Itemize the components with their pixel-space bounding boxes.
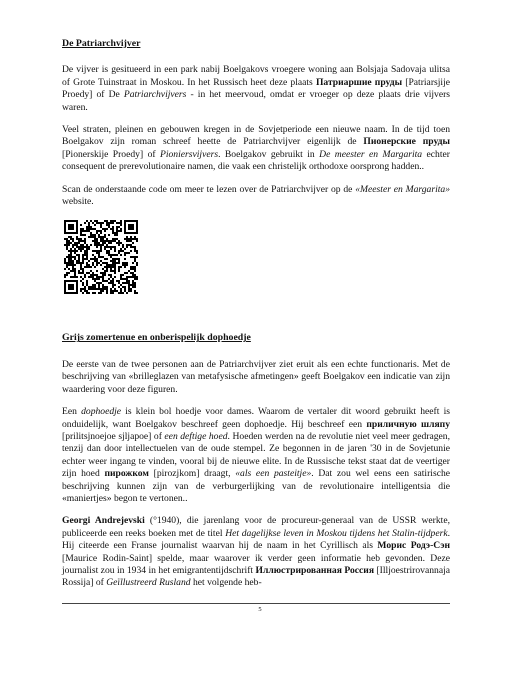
italic-term: Patriarchvijvers	[123, 89, 187, 101]
text: De vijver is gesitueerd in een park nabij Boelgakovs vroegere woning aan Bolsjaja Sadovaja ulitsa of Grote Tuinstraat in Moskou. In het Russisch heet deze plaats	[62, 64, 450, 88]
russian-title: Иллюстрированная Россия	[255, 564, 375, 576]
text: Scan de onderstaande code om meer te lezen over de Patriarchvijver op de	[62, 183, 356, 195]
russian-term: Патриаршие пруды	[315, 76, 403, 88]
italic-title: Het dagelijkse leven in Moskou tijdens het Stalin-tijdperk	[225, 527, 448, 539]
italic-term: Pioniersvijvers	[159, 148, 219, 160]
text: [prilitsjnoejoe sjljapoe] of	[62, 430, 165, 442]
text: [Patriarsjije Proedy] of De	[62, 76, 450, 101]
qr-code-icon	[64, 220, 138, 294]
text: [Pionerskije Proedy] of	[62, 148, 160, 160]
text: Een	[62, 406, 82, 418]
text: - in het meervoud, omdat er vroeger op deze plaats drie vijvers waren.	[62, 89, 451, 113]
italic-term: een deftige hoed	[164, 430, 228, 442]
italic-term: dophoedje	[81, 406, 122, 418]
text: De eerste van de twee personen aan de Patriarchvijver ziet eruit als een echte functionaris. Met de beschrijving van «brilleglazen van metafysische afmetingen» geeft Boelgakov een indicatie van zijn waardering voor deze figuren.	[62, 358, 450, 395]
text: [Maurice Rodin-Saint] spelde, maar waarover ik verder geen informatie heb gevonden. Deze journalist zou in 1934 in het emigrantentijdschrift	[62, 552, 450, 576]
text: het volgende heb-	[190, 577, 262, 589]
russian-term: пирожком	[104, 468, 149, 480]
russian-term: приличную шляпу	[366, 418, 450, 430]
italic-title: «Meester en Margarita»	[355, 183, 451, 195]
russian-term: Пионерские пруды	[363, 136, 450, 148]
paragraph	[62, 515, 450, 589]
text: Veel straten, pleinen en gebouwen kregen in de Sovjetperiode een nieuwe naam. In de tijd toen Boelgakov zijn roman schreef heette de Patriarchvijver eigenlijk de	[62, 124, 450, 148]
text: . Boelgakov gebruikt in	[218, 148, 320, 160]
footer-divider	[62, 603, 450, 604]
paragraph	[62, 359, 450, 396]
paragraph	[62, 124, 450, 174]
text: website.	[62, 196, 94, 208]
text: [Illjoestrirovannaja Rossija] of	[62, 564, 450, 589]
text: is klein bol hoedje voor dames. Waarom de vertaler dit woord gebruikt heeft is onduidelijk, want Boelgakov beschreef geen dophoedje. Hij beschreef een	[62, 406, 450, 430]
text: (°1940), die jarenlang voor de procureur-generaal van de USSR werkte, publiceerde een reeks boeken met de titel	[62, 515, 450, 539]
paragraph	[62, 406, 450, 505]
page-content	[62, 38, 450, 590]
paragraph	[62, 184, 450, 209]
text: . Dat zou wel eens een satirische beschrijving kunnen zijn van de verburgerlijking van de revolutionaire intelligentsia die «maniertjes» begon te vertonen..	[62, 468, 451, 504]
section-title-patriarchvijver: De Patriarchvijver	[62, 38, 141, 49]
italic-title: Geïllustreerd Rusland	[106, 577, 191, 589]
text: . Hij citeerde een Franse journalist waarvan hij de naam in het Cyrillisch als	[62, 527, 450, 552]
text: . Hoeden werden na de revolutie niet veel meer gedragen, tenzij dan door intellectuelen van de oude stempel. Ze begonnen in de jaren '30 in de Sovjetunie echter weer ingang te vinden, vooral bij de nieuwe elite. In de Russische tekst staat dat de veertiger zijn hoed	[62, 430, 451, 480]
text: echter consequent de prerevolutionaire namen, die vaak een christelijk orthodoxe oorsprong hadden..	[62, 148, 450, 173]
russian-name: Морис Родэ-Сэн	[377, 540, 450, 552]
section-title-zomertenue: Grijs zomertenue en onberispelijk dophoedje	[62, 332, 251, 344]
italic-title: De meester en Margarita	[319, 148, 423, 160]
italic-quote: «als een pasteitje»	[235, 468, 312, 480]
person-name: Georgi Andrejevski	[62, 515, 145, 527]
page-number: 5	[258, 606, 262, 613]
paragraph	[62, 64, 450, 114]
text: [pirozjkom] draagt,	[148, 468, 236, 480]
